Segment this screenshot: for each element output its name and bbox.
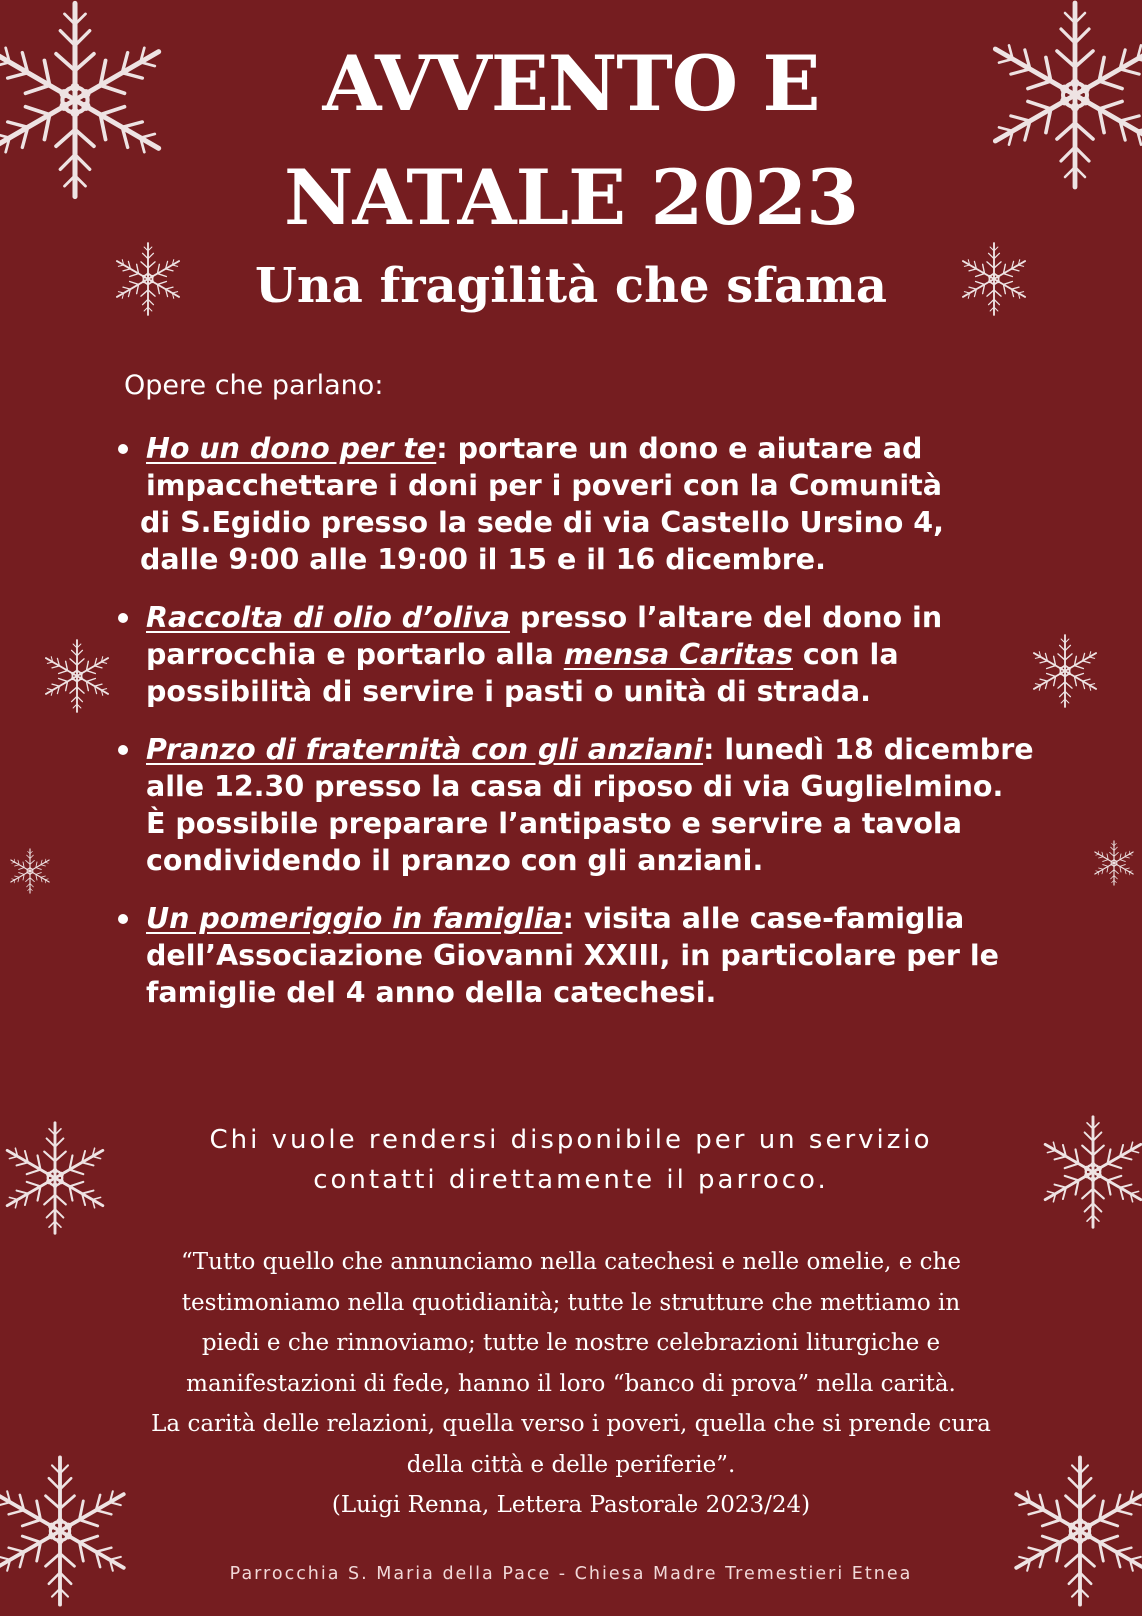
item-highlight: Raccolta di olio d’oliva — [146, 601, 510, 634]
item-text: impacchettare i doni per i poveri con la Comunità — [146, 469, 942, 502]
bullet — [118, 914, 128, 924]
quote-line: della città e delle periferie”. — [406, 1451, 736, 1478]
item-text: con la — [792, 638, 899, 671]
activity-list — [118, 430, 1088, 1032]
title-line-1: AVVENTO E — [322, 39, 820, 128]
snowflake-icon — [6, 844, 54, 898]
footer-parish: Parrocchia S. Maria della Pace - Chiesa Madre Tremestieri Etnea — [229, 1564, 913, 1584]
snowflake-icon — [38, 632, 116, 720]
bullet — [118, 613, 128, 623]
item-text: presso l’altare del dono in — [509, 601, 943, 634]
quote-line: La carità delle relazioni, quella verso i poveri, quella che si prende cura — [151, 1411, 991, 1437]
quote-line: manifestazioni di fede, hanno il loro “banco di prova” nella carità. — [186, 1370, 956, 1397]
subtitle: Una fragilità che sfama — [255, 258, 887, 314]
title-line-2: NATALE 2023 — [284, 153, 858, 242]
item-highlight: Un pomeriggio in famiglia — [146, 902, 563, 935]
item-text: : portare un dono e aiutare ad — [436, 432, 923, 465]
item-text: possibilità di servire i pasti o unità di strada. — [146, 675, 871, 708]
notice-line: Chi vuole rendersi disponibile per un servizio — [209, 1125, 933, 1155]
item-text: dalle 9:00 alle 19:00 il 15 e il 16 dicembre. — [140, 543, 826, 576]
quote-line: “Tutto quello che annunciamo nella catechesi e nelle omelie, e che — [181, 1249, 961, 1275]
item-text: condividendo il pranzo con gli anziani. — [146, 844, 764, 877]
contact-notice — [0, 1120, 1142, 1200]
item-text: : visita alle case-famiglia — [562, 902, 965, 935]
list-item — [118, 900, 1088, 1011]
item-text: parrocchia e portarlo alla — [146, 638, 564, 671]
list-item — [118, 430, 1088, 578]
item-text: famiglie del 4 anno della catechesi. — [146, 976, 717, 1009]
pastoral-quote — [40, 1242, 1102, 1526]
notice-line: contatti direttamente il parroco. — [313, 1165, 829, 1195]
snowflake-icon — [1090, 836, 1138, 890]
quote-line: piedi e che rinnoviamo; tutte le nostre celebrazioni liturgiche e — [201, 1330, 941, 1356]
quote-attribution: (Luigi Renna, Lettera Pastorale 2023/24) — [331, 1492, 811, 1518]
quote-line: testimoniamo nella quotidianità; tutte le strutture che mettiamo in — [181, 1289, 961, 1316]
item-text: di S.Egidio presso la sede di via Castello Ursino 4, — [140, 506, 944, 539]
item-highlight: Pranzo di fraternità con gli anziani — [146, 733, 704, 766]
bullet — [118, 444, 128, 454]
item-text: È possibile preparare l’antipasto e servire a tavola — [146, 807, 962, 840]
item-highlight: Ho un dono per te — [146, 432, 437, 465]
item-highlight: mensa Caritas — [563, 638, 793, 671]
list-item — [118, 731, 1088, 879]
item-text: alle 12.30 presso la casa di riposo di via Guglielmino. — [146, 770, 1004, 803]
bullet — [118, 745, 128, 755]
item-text: : lunedì 18 dicembre — [703, 733, 1034, 766]
intro-text: Opere che parlano: — [124, 370, 384, 401]
item-text: dell’Associazione Giovanni XXIII, in particolare per le — [146, 939, 1000, 972]
list-item — [118, 599, 1088, 710]
